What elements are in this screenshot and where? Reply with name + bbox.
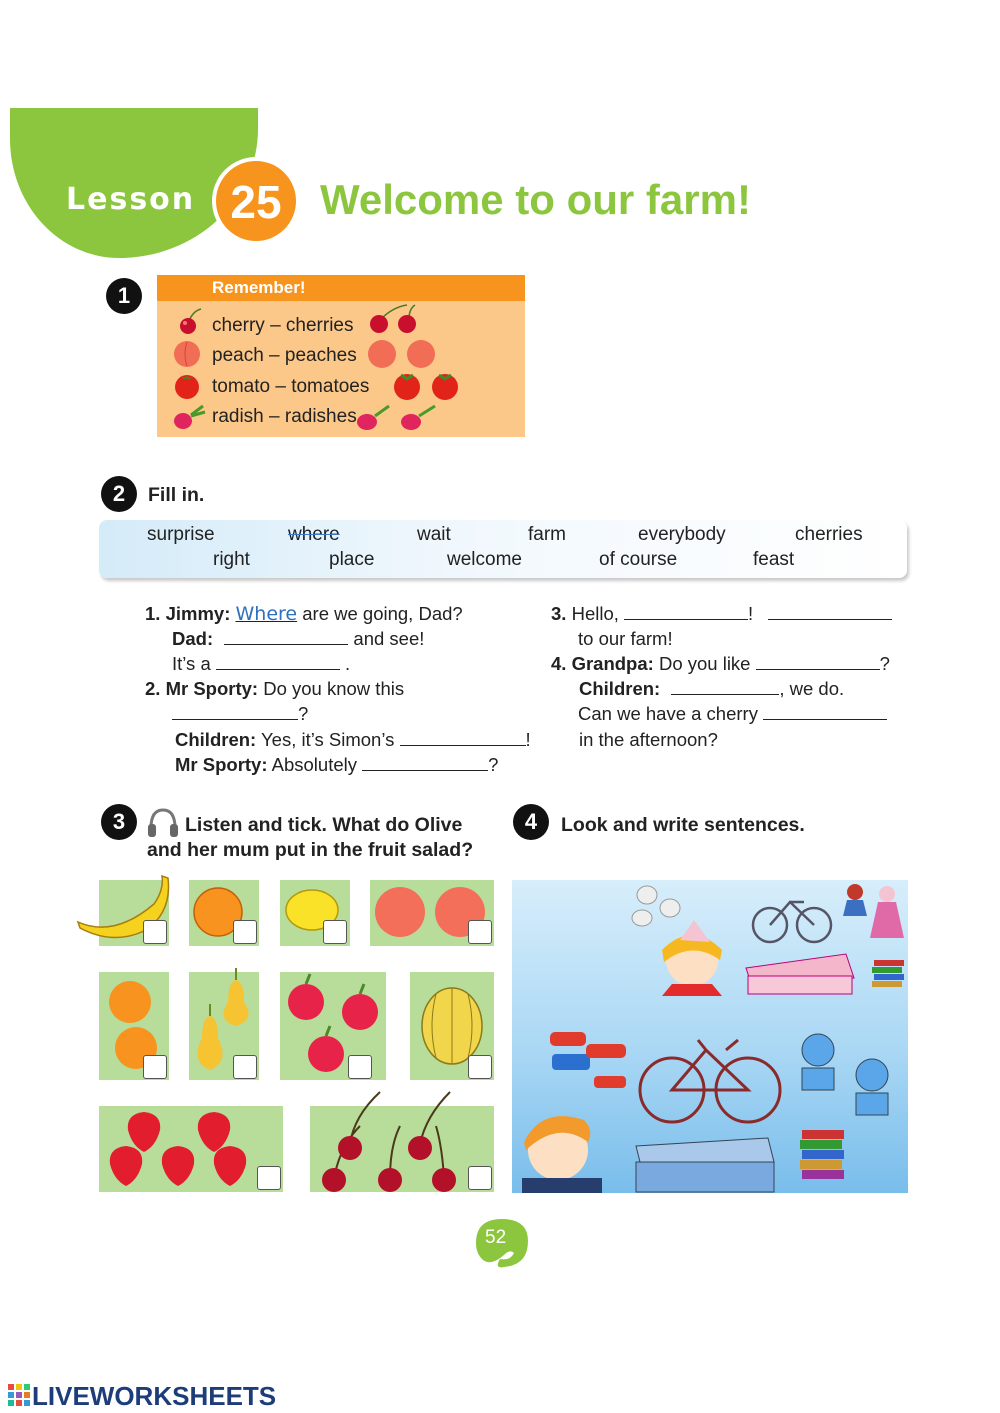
word-bank-item: farm: [528, 524, 566, 545]
answer-blank[interactable]: [362, 756, 488, 771]
word-bank-item: welcome: [447, 549, 522, 570]
strawberries-image: [104, 1100, 264, 1194]
answer-blank[interactable]: [172, 705, 298, 720]
exercise-2-instruction: Fill in.: [148, 484, 205, 506]
tick-box[interactable]: [348, 1055, 372, 1079]
question-number: 3.: [551, 603, 567, 624]
word-bank-item: feast: [753, 549, 795, 570]
answer-blank[interactable]: [768, 605, 892, 620]
line-text: , we do.: [779, 678, 845, 699]
line-text: Do you like: [658, 653, 751, 674]
word-bank-item: wait: [417, 524, 451, 545]
dialogue-line: [145, 678, 404, 700]
line-text: It’s a: [172, 653, 211, 674]
tick-box[interactable]: [257, 1166, 281, 1190]
tick-box[interactable]: [143, 920, 167, 944]
dialogue-line: [579, 678, 844, 700]
tick-box[interactable]: [323, 920, 347, 944]
tomato-icon: [169, 370, 205, 400]
speaker: Children:: [579, 678, 661, 699]
question-number: 2.: [145, 678, 161, 699]
line-text: Hello,: [571, 603, 619, 624]
cherry-icon: [175, 307, 205, 335]
line-text: are we going, Dad?: [302, 603, 463, 624]
remember-row-1: cherry – cherries: [212, 315, 354, 336]
answer-field[interactable]: Where: [235, 603, 298, 625]
remember-title: Remember!: [157, 275, 525, 301]
tomatoes-icon: [389, 370, 469, 402]
line-text: !: [525, 729, 531, 750]
question-number: 1.: [145, 603, 161, 624]
page-number: 52: [485, 1227, 507, 1248]
cherries-image: [310, 1086, 480, 1194]
line-text: ?: [879, 653, 890, 674]
exercise-1-number: 1: [106, 278, 142, 314]
dialogue-line: [145, 603, 463, 625]
dialogue-line: [172, 628, 424, 650]
answer-blank[interactable]: [763, 705, 887, 720]
line-text: Do you know this: [263, 678, 405, 699]
dialogue-line: [172, 703, 308, 725]
exercise-2-number: 2: [101, 476, 137, 512]
line-text: Can we have a cherry: [578, 703, 758, 724]
word-bank-item: of course: [599, 549, 678, 570]
word-bank-item: surprise: [147, 524, 215, 545]
answer-blank[interactable]: [216, 655, 340, 670]
word-bank-item: right: [213, 549, 250, 570]
tick-box[interactable]: [468, 1166, 492, 1190]
line-text: Yes, it’s Simon’s: [261, 729, 395, 750]
liveworksheets-brand: LIVEWORKSHEETS: [32, 1381, 277, 1411]
exercise-3-instruction: Listen and tick. What do Olive: [185, 814, 463, 836]
speaker: Dad:: [172, 628, 214, 649]
exercise-4-number: 4: [513, 804, 549, 840]
line-text: !: [748, 603, 754, 624]
dialogue-line: [172, 653, 350, 675]
speaker: Children:: [175, 729, 257, 750]
speaker: Grandpa:: [571, 653, 654, 674]
question-number: 4.: [551, 653, 567, 674]
page-title: Welcome to our farm!: [320, 176, 751, 223]
speaker: Jimmy:: [165, 603, 231, 624]
word-bank-item: cherries: [795, 524, 863, 545]
dialogue-line: [578, 703, 887, 725]
line-text: and see!: [353, 628, 425, 649]
answer-blank[interactable]: [671, 680, 779, 695]
line-text: in the afternoon?: [579, 729, 718, 750]
picture-scene: [512, 880, 908, 1193]
scene-illustration: [512, 880, 908, 1193]
tick-box[interactable]: [233, 1055, 257, 1079]
remember-box: [157, 275, 525, 437]
remember-row-3: tomato – tomatoes: [212, 376, 370, 397]
line-text: .: [345, 653, 351, 674]
remember-row-4: radish – radishes: [212, 406, 357, 427]
speaker: Mr Sporty:: [165, 678, 259, 699]
peaches-icon: [363, 338, 443, 370]
dialogue-line: [551, 603, 892, 625]
answer-blank[interactable]: [224, 630, 348, 645]
tick-box[interactable]: [233, 920, 257, 944]
tick-box[interactable]: [143, 1055, 167, 1079]
remember-row-2: peach – peaches: [212, 345, 357, 366]
word-bank-item: everybody: [638, 524, 726, 545]
tick-box[interactable]: [468, 920, 492, 944]
line-text: to our farm!: [578, 628, 673, 649]
radishes-icon: [349, 402, 441, 434]
dialogue-line: [175, 729, 531, 751]
word-bank-item: place: [329, 549, 375, 570]
dialogue-line: [551, 653, 890, 675]
dialogue-line: [175, 754, 498, 776]
exercise-3-instruction: and her mum put in the fruit salad?: [147, 839, 474, 861]
line-text: ?: [488, 754, 499, 775]
answer-blank[interactable]: [400, 731, 526, 746]
liveworksheets-logo-icon: [8, 1384, 30, 1408]
word-bank-item-used: where: [288, 524, 340, 545]
line-text: Absolutely: [271, 754, 357, 775]
tick-box[interactable]: [468, 1055, 492, 1079]
exercise-3-number: 3: [101, 804, 137, 840]
answer-blank[interactable]: [756, 655, 880, 670]
lesson-label: Lesson: [66, 182, 196, 217]
cherries-icon: [363, 303, 429, 335]
peach-icon: [169, 338, 205, 368]
lesson-number: 25: [212, 157, 300, 245]
speaker: Mr Sporty:: [175, 754, 268, 775]
answer-blank[interactable]: [624, 605, 748, 620]
line-text: ?: [298, 703, 309, 724]
headphones-icon: [146, 806, 180, 838]
radish-icon: [167, 402, 207, 432]
exercise-4-instruction: Look and write sentences.: [561, 814, 805, 836]
